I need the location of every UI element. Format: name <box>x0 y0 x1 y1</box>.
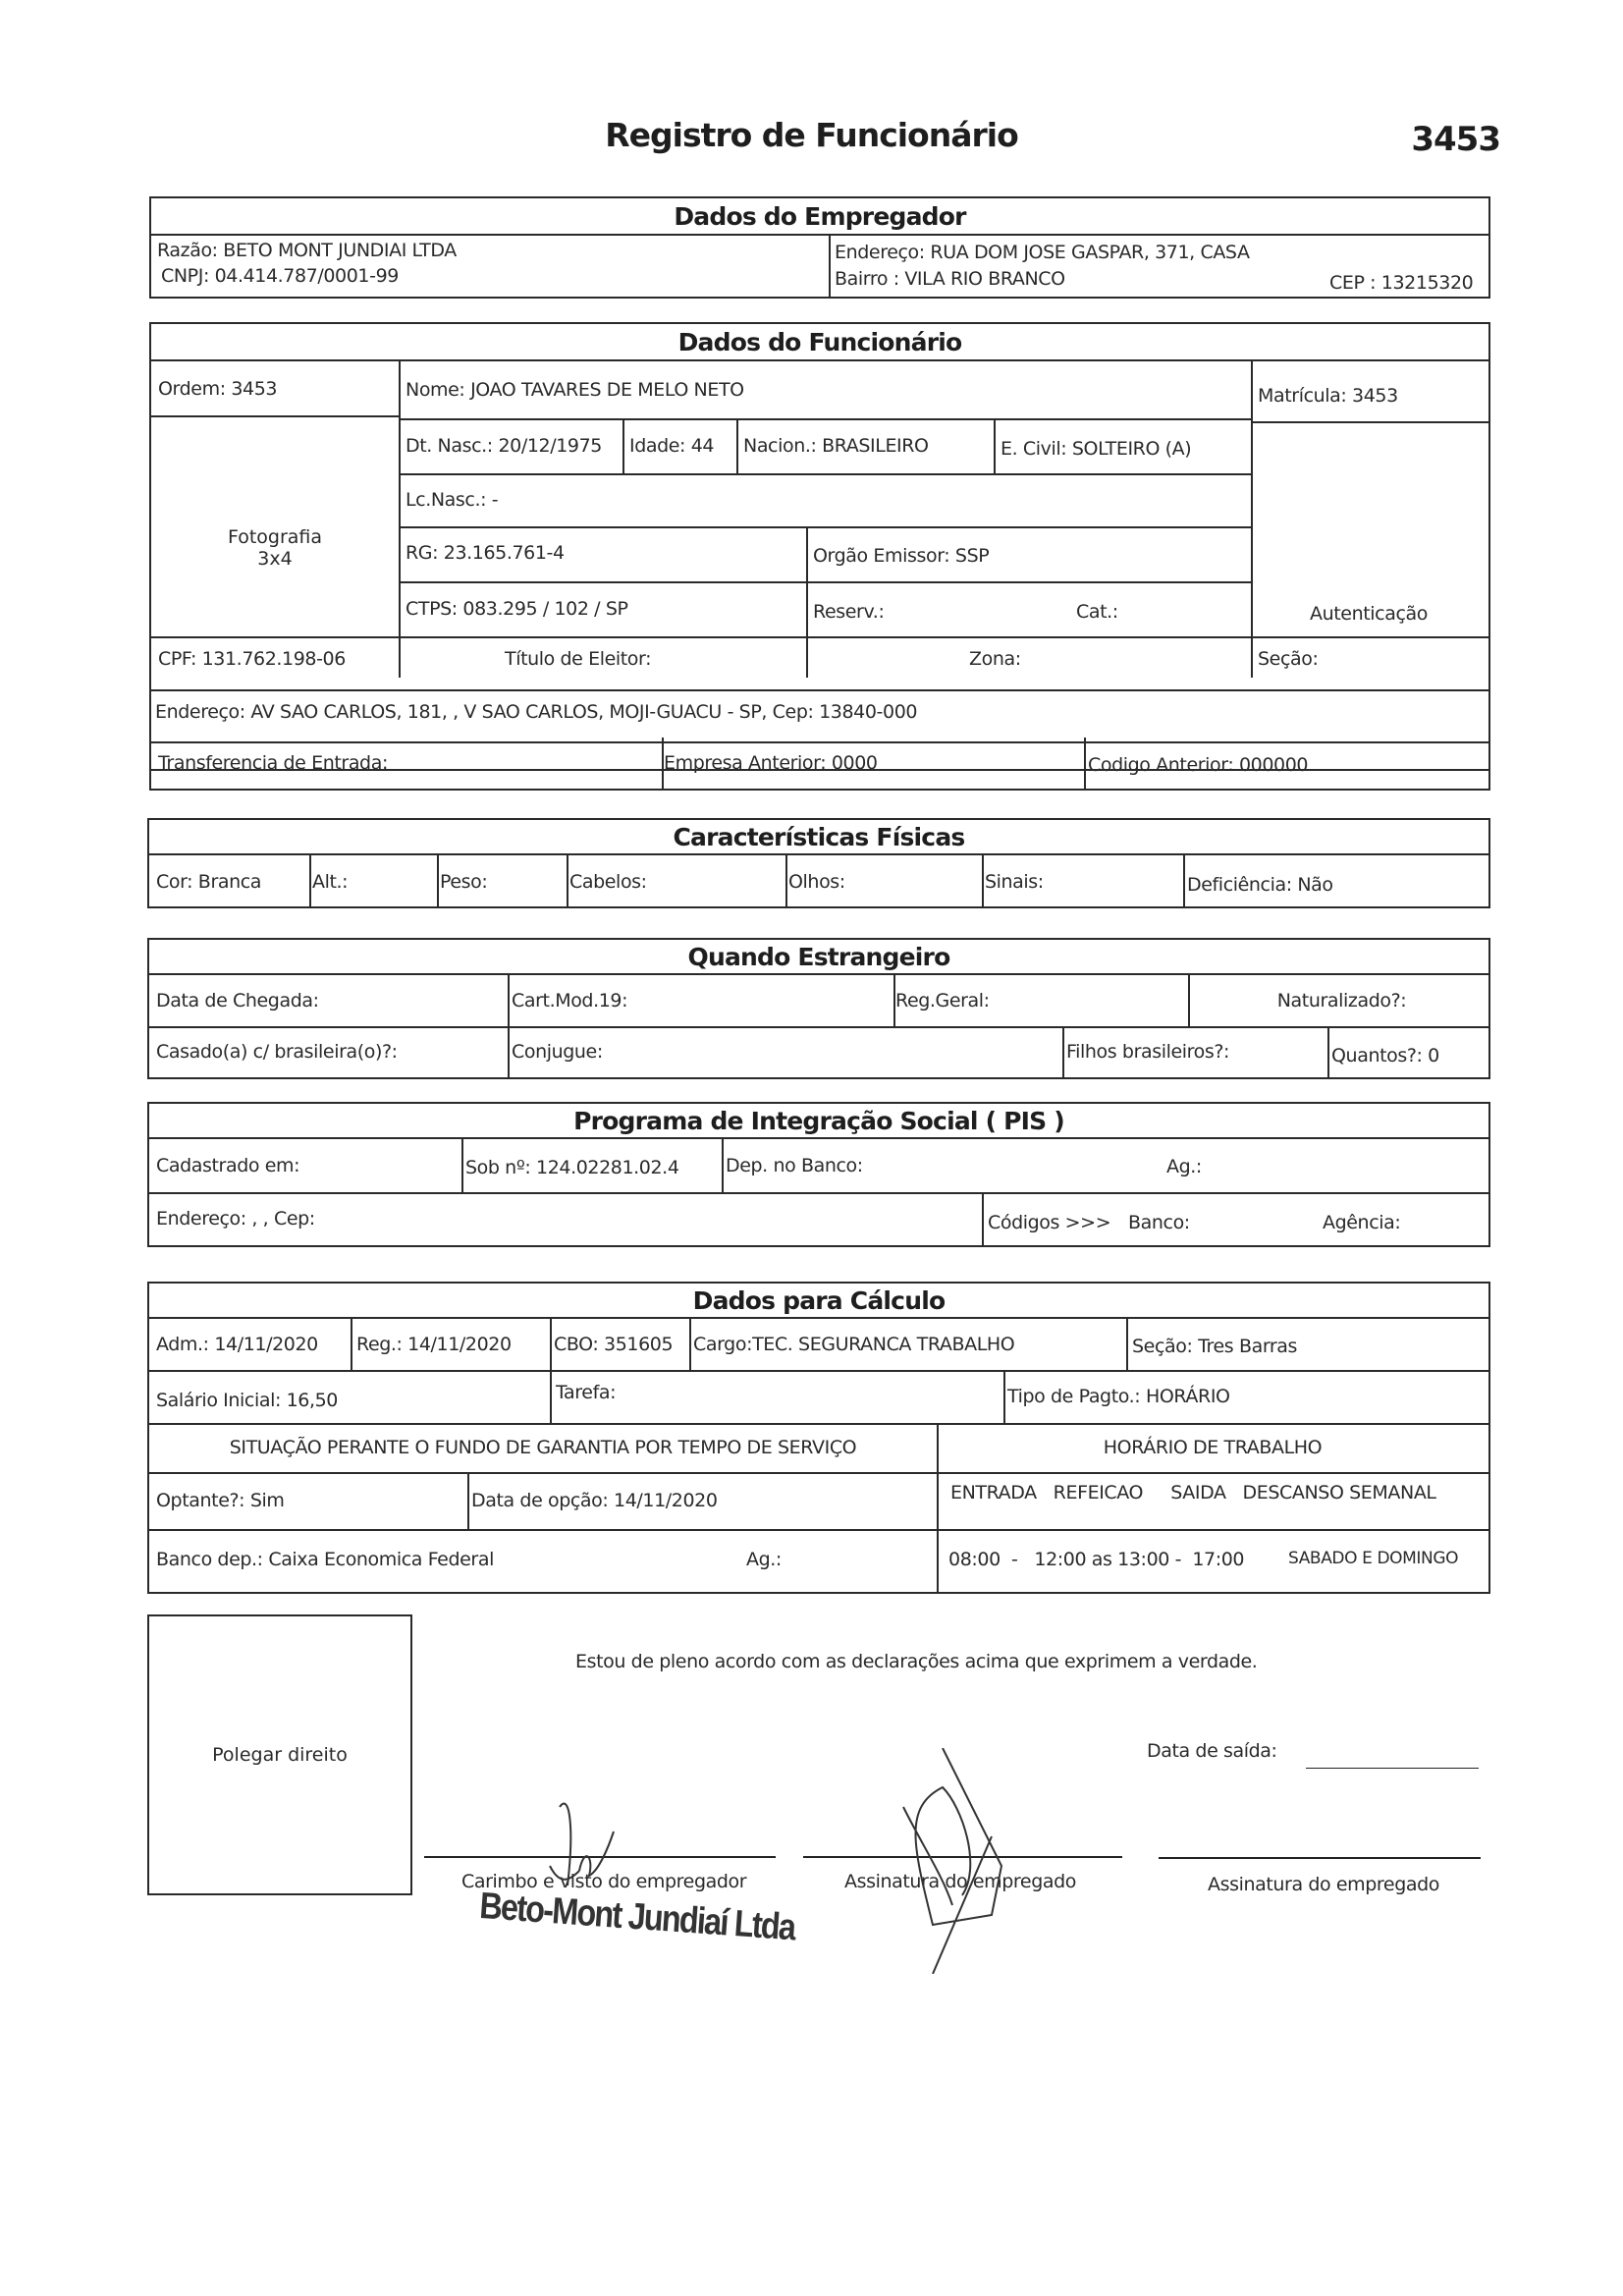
foreigner-filhos: Filhos brasileiros?: <box>1066 1041 1230 1063</box>
calc-optante: Optante?: Sim <box>156 1490 285 1511</box>
foreigner-conjugue: Conjugue: <box>512 1041 603 1063</box>
calc-horario-header: HORÁRIO DE TRABALHO <box>1103 1437 1323 1458</box>
photo-placeholder <box>151 418 399 678</box>
declaration-text: Estou de pleno acordo com as declarações acima que exprimem a verdade. <box>575 1651 1258 1672</box>
calc-section <box>147 1282 1490 1594</box>
employee-endereco: Endereço: AV SAO CARLOS, 181, , V SAO CARLOS, MOJI-GUACU - SP, Cep: 13840-000 <box>155 701 918 723</box>
foreigner-casado: Casado(a) c/ brasileira(o)?: <box>156 1041 398 1063</box>
employee-reserv: Reserv.: <box>813 601 885 623</box>
employee-rg: RG: 23.165.761-4 <box>406 542 565 564</box>
photo-size: 3x4 <box>257 548 293 570</box>
employee-nome: Nome: JOAO TAVARES DE MELO NETO <box>406 379 744 401</box>
foreigner-naturalizado: Naturalizado?: <box>1276 990 1407 1011</box>
employee-matricula: Matrícula: 3453 <box>1258 385 1398 407</box>
employee-ordem: Ordem: 3453 <box>158 377 278 400</box>
divider <box>151 689 1490 691</box>
employee-cat: Cat.: <box>1076 601 1118 623</box>
physical-peso: Peso: <box>440 871 488 893</box>
employee-estado-civil: E. Civil: SOLTEIRO (A) <box>1001 438 1192 460</box>
employee-section <box>149 322 1490 771</box>
calc-tarefa: Tarefa: <box>556 1382 617 1403</box>
employee-signature-icon <box>884 1748 1051 1974</box>
employee-titulo-eleitor: Título de Eleitor: <box>505 648 652 670</box>
company-stamp: Beto-Mont Jundiaí Ltda <box>478 1886 796 1949</box>
employee-idade: Idade: 44 <box>629 435 715 457</box>
foreigner-section <box>147 938 1490 1079</box>
physical-olhos: Olhos: <box>788 871 845 893</box>
pis-header: Programa de Integração Social ( PIS ) <box>149 1104 1488 1139</box>
employee-orgao-emissor: Orgão Emissor: SSP <box>813 545 990 567</box>
thumbprint-box <box>147 1614 412 1895</box>
employee-ctps: CTPS: 083.295 / 102 / SP <box>406 598 628 620</box>
divider <box>151 636 1490 638</box>
employee-signature-line-2[interactable] <box>1159 1857 1481 1859</box>
document-title: Registro de Funcionário <box>605 116 1018 154</box>
calc-reg: Reg.: 14/11/2020 <box>356 1334 512 1355</box>
calc-banco-dep: Banco dep.: Caixa Economica Federal <box>156 1549 494 1570</box>
divider <box>151 415 399 417</box>
calc-secao: Seção: Tres Barras <box>1132 1336 1298 1357</box>
pis-endereco: Endereço: , , Cep: <box>156 1208 315 1230</box>
employer-header: Dados do Empregador <box>151 198 1488 236</box>
exit-date-label: Data de saída: <box>1147 1740 1277 1762</box>
pis-section <box>147 1102 1490 1247</box>
employee-codigo-anterior: Codigo Anterior: 000000 <box>1088 754 1309 776</box>
foreigner-header: Quando Estrangeiro <box>149 940 1488 975</box>
employer-bairro: Bairro : VILA RIO BRANCO <box>835 268 1065 290</box>
employer-signature-label: Carimbo e visto do empregador <box>461 1871 747 1892</box>
employee-nacion: Nacion.: BRASILEIRO <box>743 435 929 457</box>
calc-adm: Adm.: 14/11/2020 <box>156 1334 318 1355</box>
foreigner-reg-geral: Reg.Geral: <box>895 990 990 1011</box>
transfer-row <box>149 738 1490 791</box>
exit-date-field[interactable] <box>1306 1768 1479 1769</box>
employee-zona: Zona: <box>969 648 1021 670</box>
pis-dep-banco: Dep. no Banco: <box>726 1155 863 1176</box>
calc-tipo-pagto: Tipo de Pagto.: HORÁRIO <box>1007 1386 1230 1407</box>
employee-autenticacao: Autenticação <box>1310 603 1428 625</box>
physical-altura: Alt.: <box>312 871 349 893</box>
employee-signature-label-1: Assinatura do empregado <box>844 1871 1077 1892</box>
physical-sinais: Sinais: <box>985 871 1044 893</box>
calc-cargo: Cargo:TEC. SEGURANCA TRABALHO <box>693 1334 1015 1355</box>
employer-signature-icon <box>530 1787 648 1905</box>
divider <box>1251 421 1490 423</box>
physical-cabelos: Cabelos: <box>569 871 647 893</box>
pis-cadastrado: Cadastrado em: <box>156 1155 300 1176</box>
calc-salario: Salário Inicial: 16,50 <box>156 1390 338 1411</box>
thumbprint-label: Polegar direito <box>212 1744 348 1766</box>
calc-descanso: SABADO E DOMINGO <box>1288 1549 1459 1568</box>
employer-endereco: Endereço: RUA DOM JOSE GASPAR, 371, CASA <box>835 242 1250 263</box>
employer-razao: Razão: BETO MONT JUNDIAI LTDA <box>157 240 457 261</box>
employee-signature-label-2: Assinatura do empregado <box>1208 1874 1440 1895</box>
pis-sob-no: Sob nº: 124.02281.02.4 <box>465 1157 679 1178</box>
foreigner-quantos: Quantos?: 0 <box>1331 1045 1439 1066</box>
employee-lc-nasc: Lc.Nasc.: - <box>406 489 499 511</box>
calc-horario-values: 08:00 - 12:00 as 13:00 - 17:00 <box>948 1549 1245 1570</box>
calc-ag: Ag.: <box>746 1549 782 1570</box>
employer-cnpj: CNPJ: 04.414.787/0001-99 <box>161 265 399 287</box>
employee-secao: Seção: <box>1258 648 1319 670</box>
calc-fgts-header: SITUAÇÃO PERANTE O FUNDO DE GARANTIA POR TEMPO DE SERVIÇO <box>229 1437 857 1458</box>
foreigner-cart-mod19: Cart.Mod.19: <box>512 990 628 1011</box>
employee-cpf: CPF: 131.762.198-06 <box>158 648 346 670</box>
pis-codigos: Códigos >>> <box>988 1212 1111 1233</box>
document-number: 3453 <box>1411 120 1500 159</box>
calc-header: Dados para Cálculo <box>149 1284 1488 1319</box>
pis-ag: Ag.: <box>1166 1156 1202 1177</box>
physical-cor: Cor: Branca <box>156 871 262 893</box>
photo-label: Fotografia <box>227 526 323 548</box>
pis-agencia: Agência: <box>1323 1212 1401 1233</box>
calc-horario-columns: ENTRADA REFEICAO SAIDA DESCANSO SEMANAL <box>950 1482 1436 1503</box>
pis-banco: Banco: <box>1128 1212 1190 1233</box>
physical-header: Características Físicas <box>149 820 1488 855</box>
employee-transferencia: Transferencia de Entrada: <box>158 752 388 774</box>
employee-dt-nasc: Dt. Nasc.: 20/12/1975 <box>406 435 602 457</box>
physical-deficiencia: Deficiência: Não <box>1187 874 1333 896</box>
physical-section <box>147 818 1490 908</box>
foreigner-data-chegada: Data de Chegada: <box>156 990 319 1011</box>
calc-cbo: CBO: 351605 <box>554 1334 674 1355</box>
calc-data-opcao: Data de opção: 14/11/2020 <box>471 1490 718 1511</box>
employer-section <box>149 196 1490 299</box>
divider <box>982 1192 984 1245</box>
employee-header: Dados do Funcionário <box>151 324 1488 361</box>
employee-empresa-anterior: Empresa Anterior: 0000 <box>664 752 878 774</box>
divider <box>829 236 831 299</box>
employer-cep: CEP : 13215320 <box>1329 272 1474 294</box>
